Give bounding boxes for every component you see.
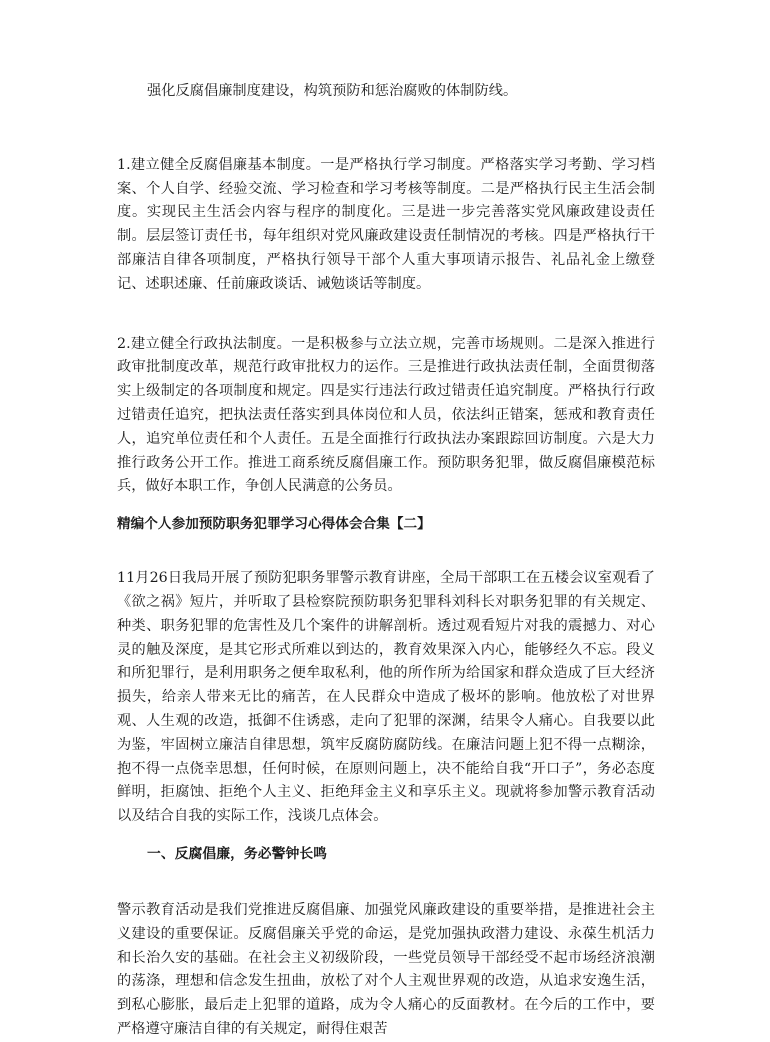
section-heading: 精编个人参加预防职务犯罪学习心得体会合集【二】 (117, 516, 431, 533)
intro-paragraph: 强化反腐倡廉制度建设，构筑预防和惩治腐败的体制防线。 (147, 83, 518, 99)
paragraph-anti-corruption-system: 1.建立健全反腐倡廉基本制度。一是严格执行学习制度。严格落实学习考勤、学习档案、个人自学、经验交流、学习检查和学习考核等制度。二是严格执行民主生活会制度。实现民主生活会内容与程序的制度化。三是进一步完善落实党风廉政建设责任制。层层签订责任书，每年组织对党风廉政建设责任制情况的考核。四是严格执行干部廉洁自律各项制度，严格执行领导干部个人重大事项请示报告、礼品礼金上缴登记、述职述廉、任前廉政谈话、诫勉谈话等制度。 (117, 156, 655, 292)
document-page (117, 80, 655, 1042)
subheading: 一、反腐倡廉，务必警钟长鸣 (147, 845, 328, 862)
paragraph-administrative-law-system: 2.建立健全行政执法制度。一是积极参与立法立规，完善市场规则。二是深入推进行政审批制度改革，规范行政审批权力的运作。三是推进行政执法责任制，全面贯彻落实上级制定的各项制度和规定。四是实行违法行政过错责任追究制度。严格执行行政过错责任追究，把执法责任落实到具体岗位和人员，依法纠正错案，惩戒和教育责任人，追究单位责任和个人责任。五是全面推行行政执法办案跟踪回访制度。六是大力推行政务公开工作。推进工商系统反腐倡廉工作。预防职务犯罪，做反腐倡廉模范标兵，做好本职工作，争创人民满意的公务员。 (117, 335, 655, 495)
paragraph-warning-education: 11月26日我局开展了预防犯职务罪警示教育讲座，全局干部职工在五楼会议室观看了《欲之祸》短片，并听取了县检察院预防职务犯罪科刘科长对职务犯罪的有关规定、种类、职务犯罪的危害性及几个案件的讲解剖析。透过观看短片对我的震撼力、对心灵的触及深度，是其它形式所难以到达的，教育效果深入内心，能够经久不忘。段义和所犯罪行，是利用职务之便牟取私利，他的所作所为给国家和群众造成了巨大经济损失，给亲人带来无比的痛苦，在人民群众中造成了极坏的影响。他放松了对世界观、人生观的改造，抵御不住诱惑，走向了犯罪的深渊，结果令人痛心。自我要以此为鉴，牢固树立廉洁自律思想，筑牢反腐防腐防线。在廉洁问题上犯不得一点糊涂，抱不得一点侥幸思想，任何时候，在原则问题上，决不能给自我“开口子”，务必态度鲜明，拒腐蚀、拒绝个人主义、拒绝拜金主义和享乐主义。现就将参加警示教育活动以及结合自我的实际工作，浅谈几点体会。 (117, 570, 655, 825)
paragraph-warning-significance: 警示教育活动是我们党推进反腐倡廉、加强党风廉政建设的重要举措，是推进社会主义建设的重要保证。反腐倡廉关乎党的命运，是党加强执政潜力建设、永葆生机活力和长治久安的基础。在社会主义初级阶段，一些党员领导干部经受不起市场经济浪潮的荡涤，理想和信念发生扭曲，放松了对个人主观世界观的改造，从追求安逸生活，到私心膨胀，最后走上犯罪的道路，成为令人痛心的反面教材。在今后的工作中，要严格遵守廉洁自律的有关规定，耐得住艰苦 (117, 901, 655, 1037)
